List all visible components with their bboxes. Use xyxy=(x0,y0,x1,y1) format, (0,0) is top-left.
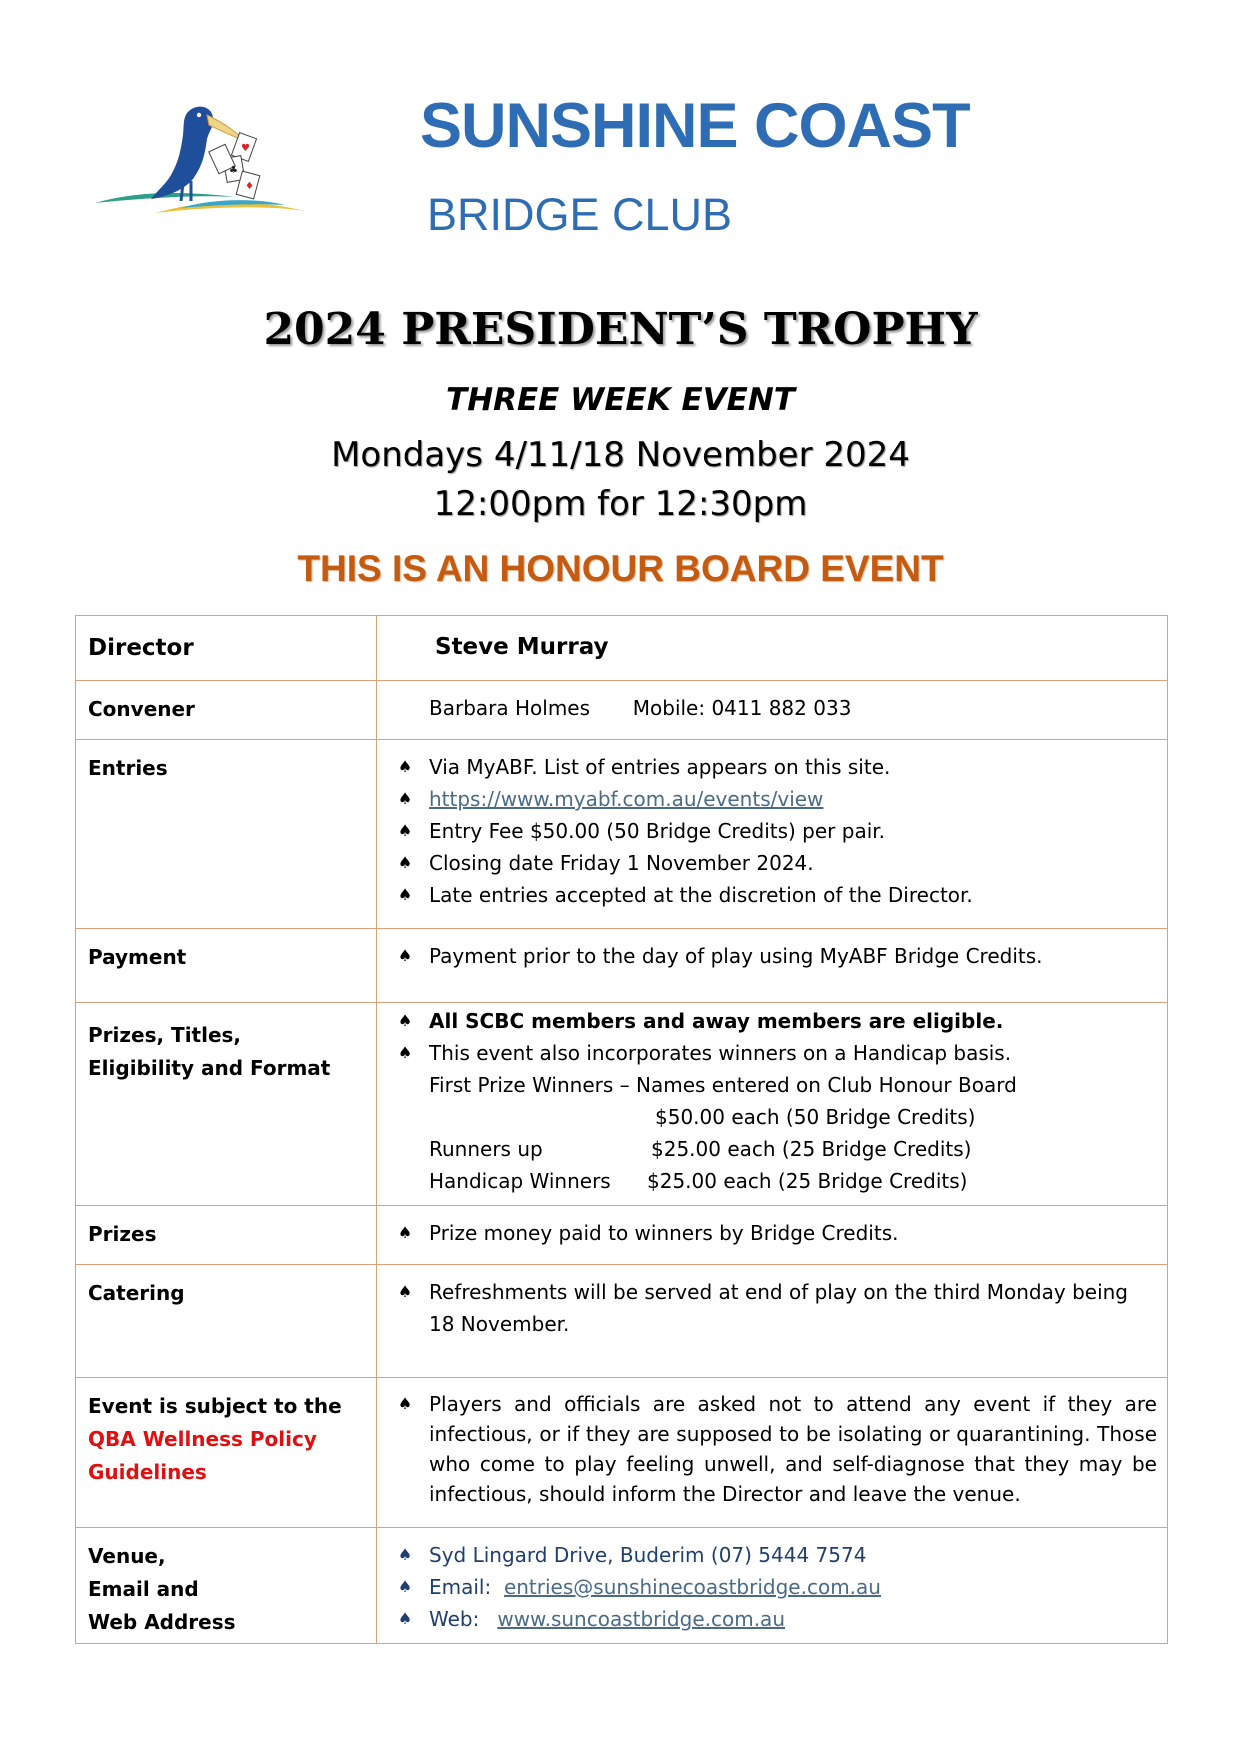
event-title: 2024 PRESIDENT’S TROPHY xyxy=(263,304,978,355)
spade-icon: ♠ xyxy=(397,1577,413,1596)
spade-icon: ♠ xyxy=(397,1609,413,1628)
spade-icon: ♠ xyxy=(397,1011,413,1030)
spade-icon: ♠ xyxy=(397,789,413,808)
list-item: ♠ Web: www.suncoastbridge.com.au xyxy=(377,1603,1157,1635)
spade-icon: ♠ xyxy=(397,853,413,872)
qba-wellness-policy-label: QBA Wellness Policy xyxy=(88,1427,317,1451)
table-row-convener xyxy=(76,681,1168,740)
list-item: ♠ All SCBC members and away members are eligible. xyxy=(377,1005,1157,1037)
list-item: ♠ Refreshments will be served at end of play on the third Monday being 18 November. xyxy=(377,1276,1157,1340)
list-item: ♠ Email: entries@sunshinecoastbridge.com.au xyxy=(377,1571,1157,1603)
list-item xyxy=(377,1539,1157,1571)
spade-icon: ♠ xyxy=(397,885,413,904)
website-link[interactable]: www.suncoastbridge.com.au xyxy=(497,1607,785,1631)
event-time: 12:00pm for 12:30pm xyxy=(433,484,808,524)
guidelines-label: Guidelines xyxy=(88,1460,207,1484)
table-row-payment xyxy=(76,929,1168,1003)
spade-icon: ♠ xyxy=(397,1545,413,1564)
convener-label: Convener xyxy=(76,681,377,740)
spade-icon: ♠ xyxy=(397,821,413,840)
list-item: ♠ Prize money paid to winners by Bridge Credits. xyxy=(377,1217,1157,1249)
venue-label: Venue, xyxy=(88,1544,166,1568)
spade-icon: ♠ xyxy=(397,757,413,776)
list-item: ♠ Entry Fee $50.00 (50 Bridge Credits) per pair. xyxy=(377,815,1157,847)
convener-value xyxy=(377,692,1157,724)
prizes-label: Prizes xyxy=(76,1206,377,1265)
list-item: ♠ Players and officials are asked not to attend any event if they are infectious, or if they are supposed to be isolating or quarantining. Those who come to play feeling unwell, and self-diagnose that they may be infectious, should inform the Director and leave the venue. xyxy=(377,1389,1157,1509)
spade-icon: ♠ xyxy=(397,1223,413,1242)
event-info-table xyxy=(75,615,1168,1644)
first-prize-line: First Prize Winners – Names entered on Club Honour Board xyxy=(429,1073,1017,1097)
convener-mobile: Mobile: 0411 882 033 xyxy=(632,696,852,720)
list-item: ♠ Closing date Friday 1 November 2024. xyxy=(377,847,1157,879)
table-row-wellness xyxy=(76,1378,1168,1528)
myabf-events-link[interactable]: https://www.myabf.com.au/events/view xyxy=(429,787,824,811)
entries-label: Entries xyxy=(76,740,377,929)
web-address-label: Web Address xyxy=(88,1610,236,1634)
list-item: ♠ Payment prior to the day of play using MyABF Bridge Credits. xyxy=(377,940,1157,972)
prizes-titles-label: Prizes, Titles, xyxy=(88,1023,242,1047)
table-row-prizes-titles xyxy=(76,1003,1168,1206)
wellness-label: Event is subject to the xyxy=(88,1394,342,1418)
spade-icon: ♠ xyxy=(397,946,413,965)
table-row-catering xyxy=(76,1265,1168,1378)
event-subtitle: THREE WEEK EVENT xyxy=(446,382,795,418)
first-prize-amount: $50.00 each (50 Bridge Credits) xyxy=(655,1105,976,1129)
director-label: Director xyxy=(76,616,377,681)
spade-icon: ♠ xyxy=(397,1394,413,1413)
runners-up-line: Runners up $25.00 each (25 Bridge Credits) xyxy=(429,1137,972,1161)
table-row-prizes xyxy=(76,1206,1168,1265)
honour-board-notice: THIS IS AN HONOUR BOARD EVENT xyxy=(297,548,944,589)
eligibility-format-label: Eligibility and Format xyxy=(88,1056,331,1080)
list-item: ♠ Late entries accepted at the discretion of the Director. xyxy=(377,879,1157,911)
club-subtitle: BRIDGE CLUB xyxy=(427,189,733,240)
list-item: ♠ Via MyABF. List of entries appears on this site. xyxy=(377,751,1157,783)
svg-text:♥: ♥ xyxy=(241,143,250,154)
email-link[interactable]: entries@sunshinecoastbridge.com.au xyxy=(503,1575,881,1599)
spade-icon: ♠ xyxy=(397,1043,413,1062)
list-item: ♠ This event also incorporates winners on a Handicap basis. xyxy=(377,1037,1157,1069)
table-row-venue xyxy=(76,1528,1168,1644)
spade-icon: ♠ xyxy=(397,1282,413,1301)
email-label: Email and xyxy=(88,1577,199,1601)
venue-address: Syd Lingard Drive, Buderim (07) 5444 7574 xyxy=(429,1543,867,1567)
club-name: SUNSHINE COAST xyxy=(420,91,970,161)
catering-label: Catering xyxy=(76,1265,377,1378)
table-row-entries xyxy=(76,740,1168,929)
handicap-winners-line: Handicap Winners $25.00 each (25 Bridge Credits) xyxy=(429,1169,968,1193)
payment-label: Payment xyxy=(76,929,377,1003)
list-item xyxy=(377,783,1157,815)
svg-text:♦: ♦ xyxy=(245,181,254,192)
event-dates: Mondays 4/11/18 November 2024 xyxy=(331,435,910,475)
director-name: Steve Murray xyxy=(435,634,609,660)
svg-text:♣: ♣ xyxy=(229,165,238,176)
pelican-with-cards-logo xyxy=(95,95,310,240)
table-row-director xyxy=(76,616,1168,681)
convener-name: Barbara Holmes xyxy=(429,696,591,720)
